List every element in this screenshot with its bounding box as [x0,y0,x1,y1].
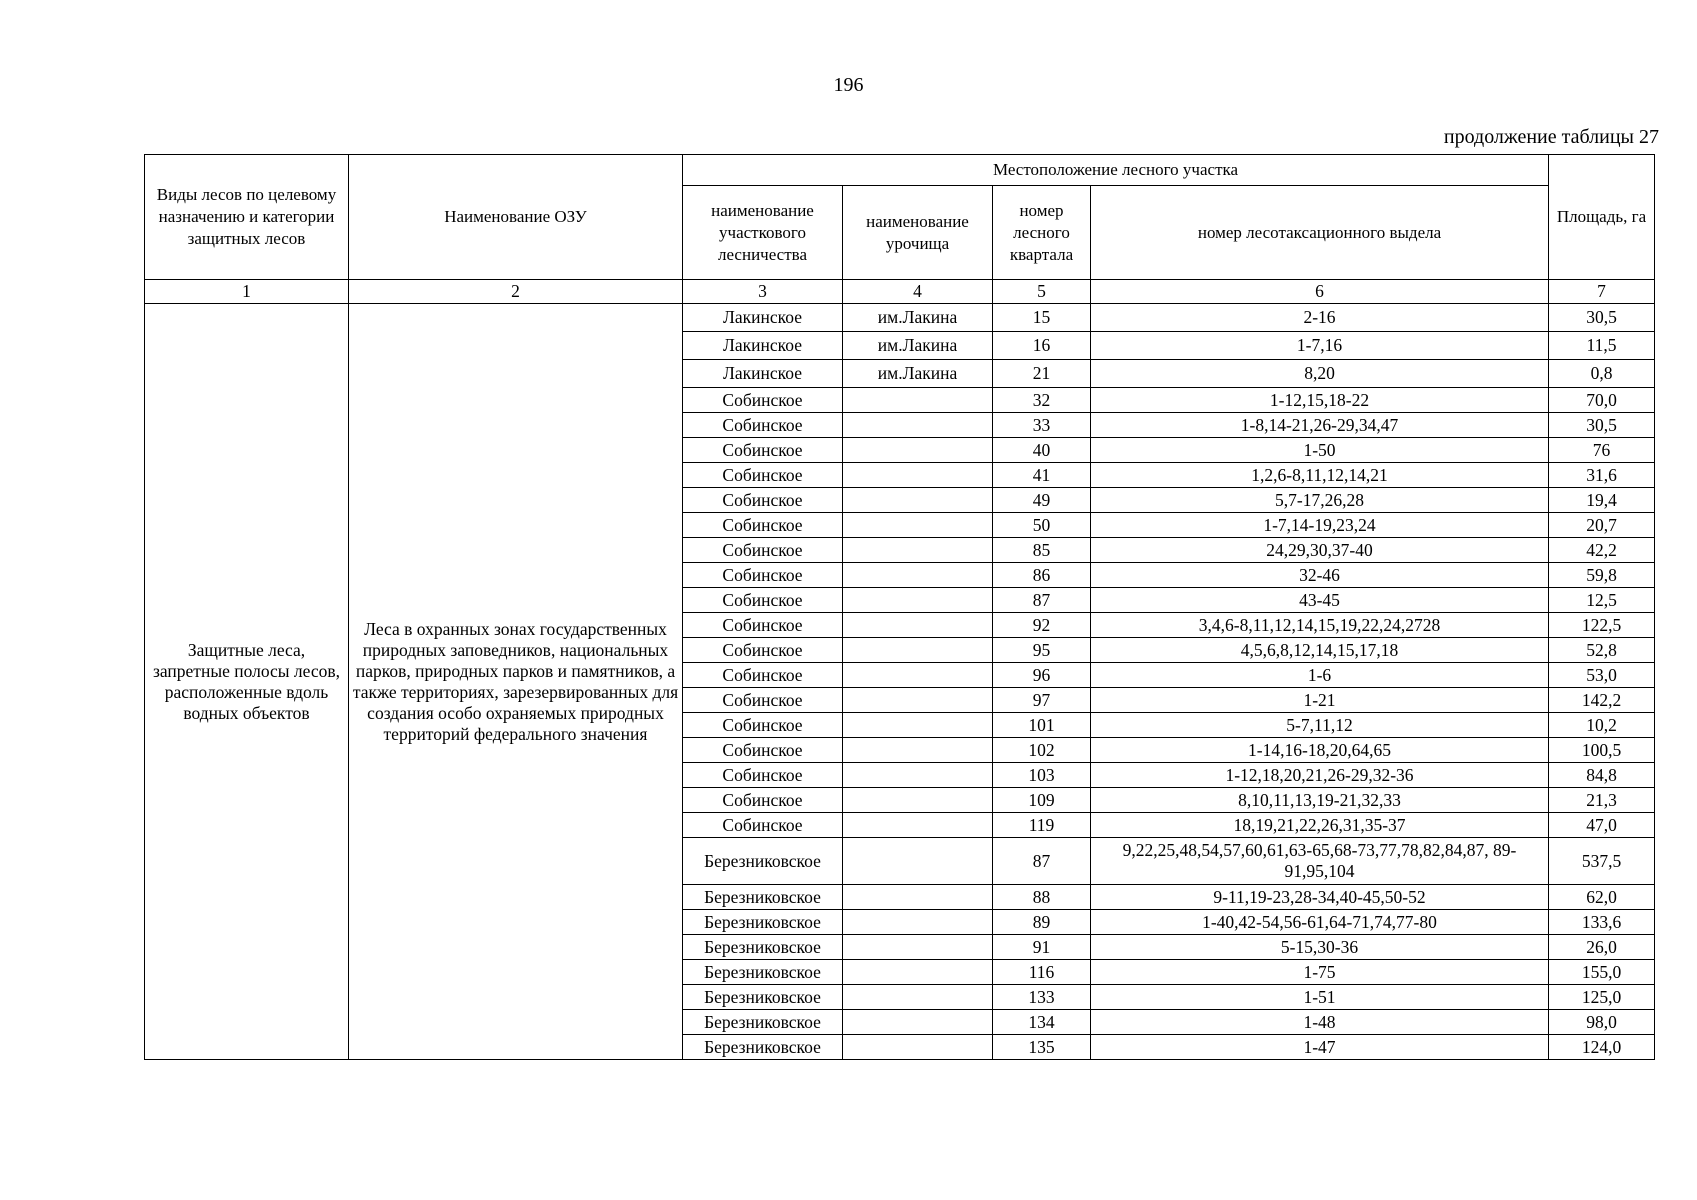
cell-plots: 4,5,6,8,12,14,15,17,18 [1091,638,1549,663]
column-number: 6 [1091,280,1549,304]
cell-forest-type: Защитные леса, запретные полосы лесов, расположенные вдоль водных объектов [145,304,349,1060]
cell-tract [843,885,993,910]
cell-plots: 24,29,30,37-40 [1091,538,1549,563]
cell-forestry: Березниковское [683,1035,843,1060]
cell-quarter: 135 [993,1035,1091,1060]
cell-plots: 1-14,16-18,20,64,65 [1091,738,1549,763]
column-number: 3 [683,280,843,304]
cell-plots: 18,19,21,22,26,31,35-37 [1091,813,1549,838]
cell-plots: 1-48 [1091,1010,1549,1035]
cell-quarter: 101 [993,713,1091,738]
cell-forestry: Собинское [683,638,843,663]
column-number: 1 [145,280,349,304]
cell-plots: 1-7,16 [1091,332,1549,360]
header-ozu-name: Наименование ОЗУ [349,155,683,280]
header-location-group: Местоположение лесного участка [683,155,1549,186]
cell-forestry: Березниковское [683,910,843,935]
cell-area: 47,0 [1549,813,1655,838]
cell-quarter: 95 [993,638,1091,663]
cell-tract [843,910,993,935]
cell-plots: 32-46 [1091,563,1549,588]
cell-tract [843,438,993,463]
column-number: 2 [349,280,683,304]
cell-quarter: 87 [993,838,1091,885]
cell-forestry: Собинское [683,713,843,738]
cell-forestry: Собинское [683,663,843,688]
cell-plots: 1-75 [1091,960,1549,985]
cell-plots: 2-16 [1091,304,1549,332]
cell-quarter: 89 [993,910,1091,935]
column-number: 4 [843,280,993,304]
cell-plots: 8,10,11,13,19-21,32,33 [1091,788,1549,813]
cell-tract [843,1035,993,1060]
cell-plots: 1-21 [1091,688,1549,713]
cell-area: 31,6 [1549,463,1655,488]
cell-area: 21,3 [1549,788,1655,813]
cell-area: 12,5 [1549,588,1655,613]
cell-quarter: 49 [993,488,1091,513]
cell-plots: 1-40,42-54,56-61,64-71,74,77-80 [1091,910,1549,935]
cell-area: 122,5 [1549,613,1655,638]
cell-forestry: Березниковское [683,985,843,1010]
cell-area: 59,8 [1549,563,1655,588]
cell-plots: 1-50 [1091,438,1549,463]
cell-quarter: 102 [993,738,1091,763]
cell-quarter: 134 [993,1010,1091,1035]
cell-quarter: 103 [993,763,1091,788]
cell-quarter: 85 [993,538,1091,563]
table-row [145,304,1655,332]
cell-plots: 3,4,6-8,11,12,14,15,19,22,24,2728 [1091,613,1549,638]
cell-area: 537,5 [1549,838,1655,885]
cell-forestry: Лакинское [683,304,843,332]
cell-area: 10,2 [1549,713,1655,738]
cell-area: 133,6 [1549,910,1655,935]
cell-quarter: 96 [993,663,1091,688]
header-forest-type: Виды лесов по целевому назначению и категории защитных лесов [145,155,349,280]
cell-tract [843,588,993,613]
cell-area: 52,8 [1549,638,1655,663]
header-forestry: наименование участкового лесничества [683,186,843,280]
cell-tract: им.Лакина [843,332,993,360]
cell-quarter: 88 [993,885,1091,910]
cell-area: 30,5 [1549,304,1655,332]
cell-forestry: Собинское [683,788,843,813]
cell-area: 11,5 [1549,332,1655,360]
cell-forestry: Собинское [683,738,843,763]
cell-ozu-name: Леса в охранных зонах государственных природных заповедников, национальных парков, природных парков и памятников, а также территориях, зарезервированных для создания особо охраняемых природных территорий федерального значения [349,304,683,1060]
cell-plots: 1-6 [1091,663,1549,688]
cell-forestry: Собинское [683,563,843,588]
cell-quarter: 33 [993,413,1091,438]
cell-quarter: 16 [993,332,1091,360]
cell-quarter: 41 [993,463,1091,488]
cell-quarter: 119 [993,813,1091,838]
cell-area: 125,0 [1549,985,1655,1010]
cell-quarter: 91 [993,935,1091,960]
cell-forestry: Лакинское [683,360,843,388]
cell-area: 26,0 [1549,935,1655,960]
cell-quarter: 40 [993,438,1091,463]
cell-plots: 5-15,30-36 [1091,935,1549,960]
cell-tract [843,563,993,588]
cell-plots: 1-12,15,18-22 [1091,388,1549,413]
cell-plots: 9-11,19-23,28-34,40-45,50-52 [1091,885,1549,910]
cell-forestry: Березниковское [683,960,843,985]
cell-tract [843,488,993,513]
cell-plots: 1-12,18,20,21,26-29,32-36 [1091,763,1549,788]
cell-tract [843,985,993,1010]
cell-quarter: 116 [993,960,1091,985]
cell-tract [843,663,993,688]
cell-forestry: Собинское [683,763,843,788]
cell-tract [843,788,993,813]
cell-area: 19,4 [1549,488,1655,513]
cell-area: 0,8 [1549,360,1655,388]
cell-tract [843,538,993,563]
cell-tract [843,688,993,713]
cell-forestry: Березниковское [683,1010,843,1035]
cell-tract [843,638,993,663]
cell-tract [843,388,993,413]
cell-plots: 43-45 [1091,588,1549,613]
forest-table [144,154,1655,1060]
cell-area: 53,0 [1549,663,1655,688]
cell-tract [843,1010,993,1035]
cell-quarter: 86 [993,563,1091,588]
table-continuation-caption: продолжение таблицы 27 [1443,126,1659,148]
cell-tract: им.Лакина [843,360,993,388]
cell-area: 142,2 [1549,688,1655,713]
cell-tract [843,413,993,438]
column-number: 7 [1549,280,1655,304]
cell-tract [843,713,993,738]
table-body [145,304,1655,1060]
cell-forestry: Собинское [683,538,843,563]
cell-quarter: 87 [993,588,1091,613]
header-plots: номер лесотаксационного выдела [1091,186,1549,280]
cell-area: 30,5 [1549,413,1655,438]
cell-plots: 1,2,6-8,11,12,14,21 [1091,463,1549,488]
cell-plots: 8,20 [1091,360,1549,388]
cell-area: 70,0 [1549,388,1655,413]
cell-area: 84,8 [1549,763,1655,788]
cell-plots: 5,7-17,26,28 [1091,488,1549,513]
cell-forestry: Собинское [683,688,843,713]
cell-plots: 1-7,14-19,23,24 [1091,513,1549,538]
cell-tract [843,738,993,763]
cell-quarter: 15 [993,304,1091,332]
cell-tract [843,935,993,960]
header-quarter: номер лесного квартала [993,186,1091,280]
cell-forestry: Собинское [683,813,843,838]
cell-quarter: 92 [993,613,1091,638]
cell-forestry: Березниковское [683,838,843,885]
cell-tract [843,613,993,638]
cell-tract: им.Лакина [843,304,993,332]
cell-forestry: Собинское [683,613,843,638]
cell-forestry: Собинское [683,413,843,438]
cell-plots: 1-47 [1091,1035,1549,1060]
cell-tract [843,463,993,488]
cell-area: 62,0 [1549,885,1655,910]
cell-area: 20,7 [1549,513,1655,538]
cell-area: 124,0 [1549,1035,1655,1060]
cell-forestry: Березниковское [683,885,843,910]
header-area: Площадь, га [1549,155,1655,280]
cell-forestry: Лакинское [683,332,843,360]
cell-area: 76 [1549,438,1655,463]
cell-tract [843,838,993,885]
cell-quarter: 109 [993,788,1091,813]
cell-tract [843,513,993,538]
cell-quarter: 21 [993,360,1091,388]
cell-plots: 1-51 [1091,985,1549,1010]
cell-forestry: Березниковское [683,935,843,960]
cell-plots: 9,22,25,48,54,57,60,61,63-65,68-73,77,78,82,84,87, 89-91,95,104 [1091,838,1549,885]
cell-forestry: Собинское [683,463,843,488]
page-number: 196 [833,74,864,96]
cell-tract [843,813,993,838]
cell-plots: 5-7,11,12 [1091,713,1549,738]
cell-forestry: Собинское [683,438,843,463]
cell-tract [843,960,993,985]
cell-area: 100,5 [1549,738,1655,763]
cell-forestry: Собинское [683,488,843,513]
cell-area: 98,0 [1549,1010,1655,1035]
cell-forestry: Собинское [683,513,843,538]
cell-quarter: 97 [993,688,1091,713]
cell-forestry: Собинское [683,588,843,613]
cell-quarter: 32 [993,388,1091,413]
cell-forestry: Собинское [683,388,843,413]
cell-area: 42,2 [1549,538,1655,563]
cell-tract [843,763,993,788]
header-tract: наименование урочища [843,186,993,280]
cell-plots: 1-8,14-21,26-29,34,47 [1091,413,1549,438]
cell-quarter: 50 [993,513,1091,538]
cell-area: 155,0 [1549,960,1655,985]
column-number: 5 [993,280,1091,304]
cell-quarter: 133 [993,985,1091,1010]
